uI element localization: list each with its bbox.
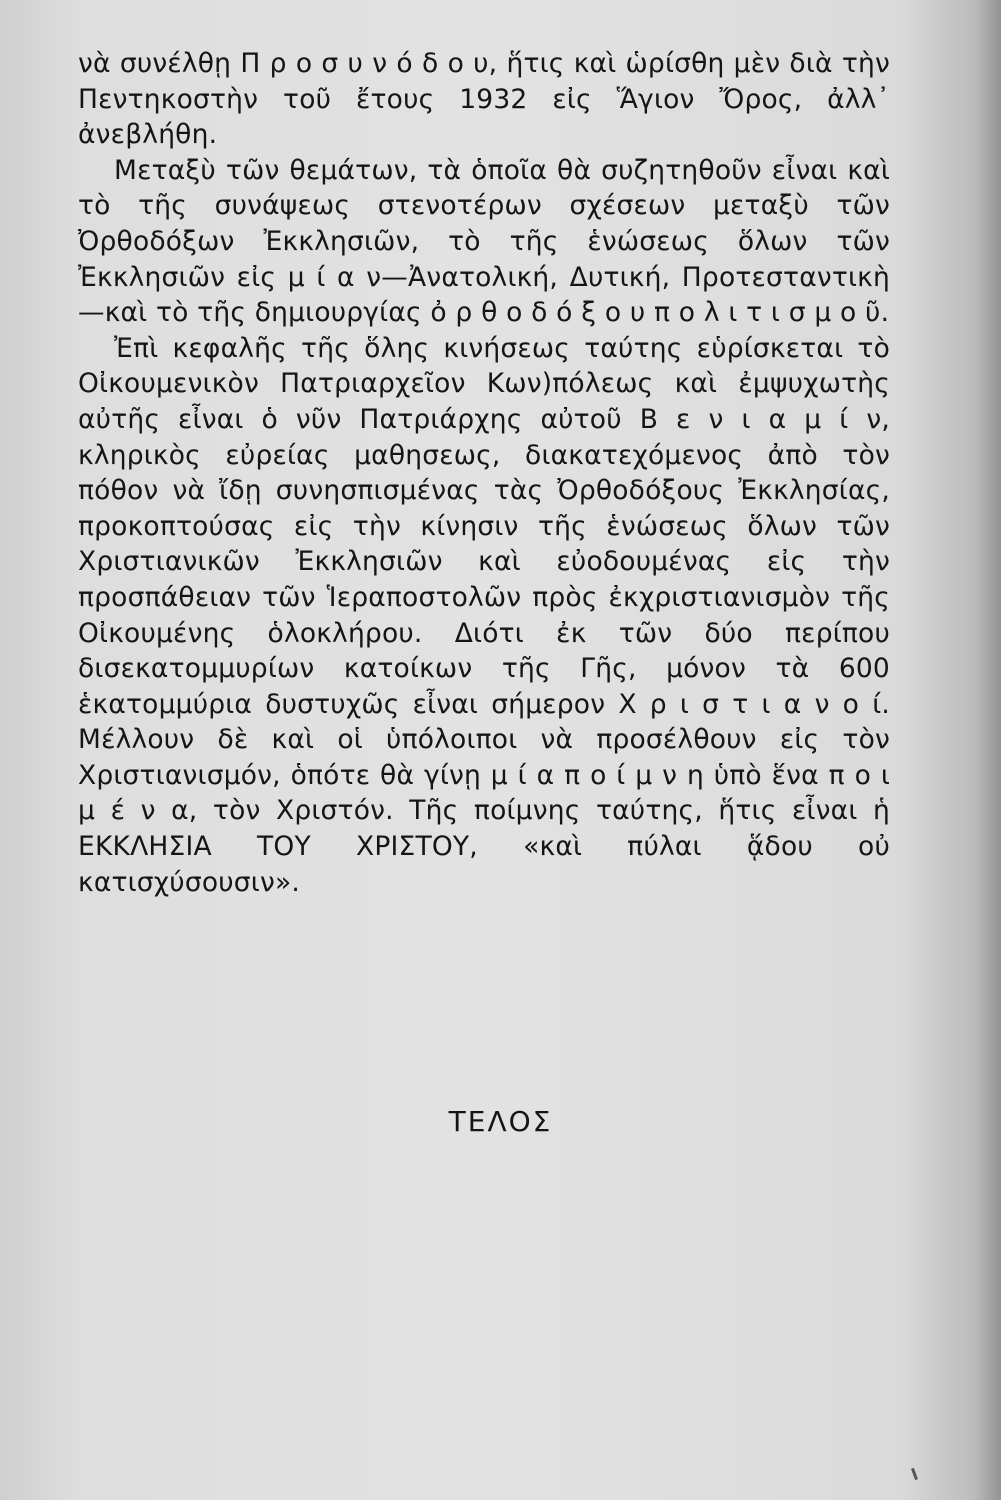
page-edge-shadow <box>975 0 1001 1500</box>
end-title: ΤΕΛΟΣ <box>448 1105 553 1138</box>
paragraph-topics: Μεταξὺ τῶν θεμάτων, τὰ ὁποῖα θὰ συζητηθοῦν εἶναι καὶ τὸ τῆς συνάψεως στενοτέρων σχέσεων μεταξὺ τῶν Ὀρθοδόξων Ἐκκλησιῶν, τὸ τῆς ἑνώσεως ὅλων τῶν Ἐκκλησιῶν εἰς μ ί α ν—Ἀνατολική, Δυτική, Προτεσταντικὴ —καὶ τὸ τῆς δημιουργίας ὀ ρ θ ο δ ό ξ ο υ π ο λ ι τ ι σ μ ο ῦ. <box>78 154 890 329</box>
paragraph-continuation: νὰ συνέλθῃ Π ρ ο σ υ ν ό δ ο υ, ἥτις καὶ ὡρίσθη μὲν διὰ τὴν Πεντηκοστὴν τοῦ ἔτους 1932 εἰς Ἅγιον Ὄρος, ἀλλ᾽ ἀνεβλήθη. <box>78 48 890 151</box>
paragraph-patriarchate: Ἐπὶ κεφαλῆς τῆς ὅλης κινήσεως ταύτης εὑρίσκεται τὸ Οἰκουμενικὸν Πατριαρχεῖον Κων)πόλεως καὶ ἐμψυχωτὴς αὐτῆς εἶναι ὁ νῦν Πατριάρχης αὐτοῦ Β ε ν ι α μ ί ν, κληρικὸς εὐρείας μαθησεως, διακατεχόμενος ἀπὸ τὸν πόθον νὰ ἴδῃ συνησπισμένας τὰς Ὀρθοδόξους Ἐκκλησίας, προκοπτούσας εἰς τὴν κίνησιν τῆς ἑνώσεως ὅλων τῶν Χριστιανικῶν Ἐκκλησιῶν καὶ εὐοδουμένας εἰς τὴν προσπάθειαν τῶν Ἱεραποστολῶν πρὸς ἐκχριστιανισμὸν τῆς Οἰκουμένης ὁλοκλήρου. Διότι ἐκ τῶν δύο περίπου δισεκατομμυρίων κατοίκων τῆς Γῆς, μόνον τὰ 600 ἑκατομμύρια δυστυχῶς εἶναι σήμερον Χ ρ ι σ τ ι α ν ο ί. Μέλλουν δὲ καὶ οἱ ὑπόλοιποι νὰ προσέλθουν εἰς τὸν Χριστιανισμόν, ὁπότε θὰ γίνῃ μ ί α π ο ί μ ν η ὑπὸ ἕνα π ο ι μ έ ν α, τὸν Χριστόν. Τῆς ποίμνης ταύτης, ἥτις εἶναι ἡ ΕΚΚΛΗΣΙΑ ΤΟΥ ΧΡΙΣΤΟΥ, «καὶ πύλαι ᾅδου οὐ κατισχύσουσιν». <box>78 332 890 898</box>
paper-speck <box>911 1468 918 1480</box>
body-text <box>78 46 890 900</box>
